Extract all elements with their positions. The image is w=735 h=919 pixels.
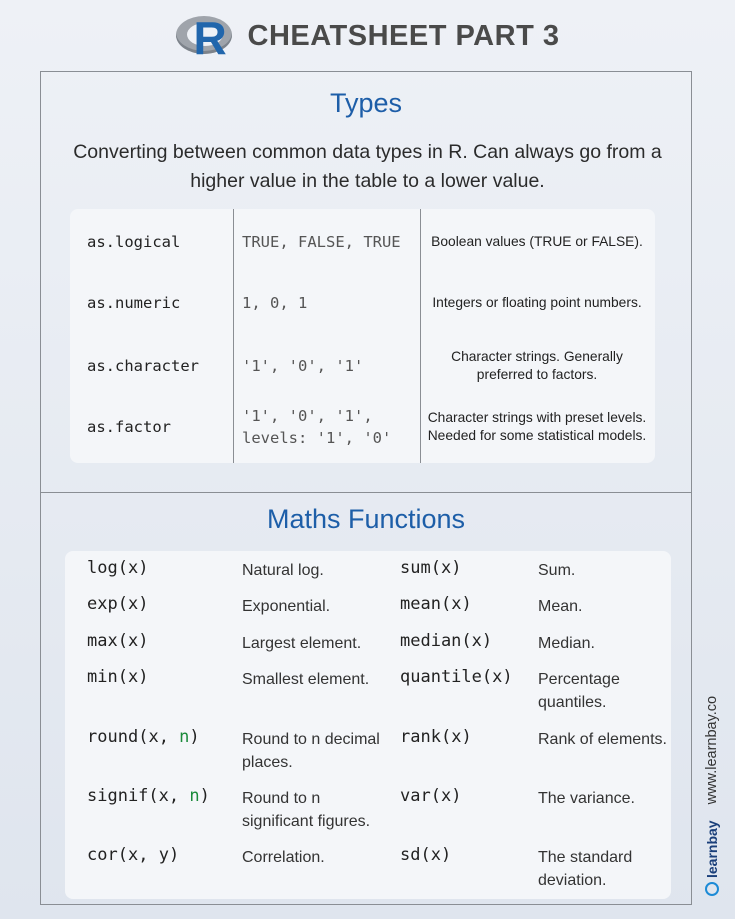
function-name: var	[400, 786, 431, 806]
function-argument: x	[127, 631, 139, 651]
function-description: Exponential.	[242, 598, 331, 615]
type-description-text: Character strings with preset levels. Needed for some statistical models.	[427, 410, 647, 443]
function-description: Round to n decimal places.	[242, 731, 380, 771]
type-example	[242, 222, 417, 262]
function-argument: x	[127, 667, 139, 687]
type-description	[424, 278, 650, 328]
function-name: sum	[400, 558, 431, 578]
math-function: exp(x)	[87, 594, 149, 614]
type-example-text: '1', '0', '1', levels: '1', '0'	[242, 407, 392, 447]
math-function: signif(x, n)	[87, 786, 210, 806]
function-argument: x	[430, 845, 441, 865]
type-function	[87, 395, 232, 459]
type-function	[87, 278, 232, 328]
brand-url: www.learnbay.co	[704, 695, 720, 805]
function-description: Smallest element.	[242, 671, 370, 688]
function-description: Rank of elements.	[538, 731, 667, 748]
type-description-text: Boolean values (TRUE or FALSE).	[431, 234, 643, 249]
function-name: cor	[87, 845, 118, 865]
type-description	[424, 341, 650, 391]
function-argument: x	[451, 594, 462, 614]
function-name: round	[87, 727, 139, 747]
type-example-text: '1', '0', '1'	[242, 357, 364, 375]
function-description: Percentage quantiles.	[538, 671, 620, 711]
type-description-text: Character strings. Generally preferred to factors.	[451, 349, 623, 382]
type-function	[87, 341, 232, 391]
function-argument: x	[127, 594, 139, 614]
math-function: mean(x)	[400, 594, 472, 614]
function-name: rank	[400, 727, 441, 747]
function-argument: x	[451, 727, 462, 747]
side-brand	[700, 676, 724, 896]
function-name: quantile	[400, 667, 482, 687]
function-argument: x	[158, 786, 169, 806]
function-argument: y	[158, 845, 169, 865]
function-description: The variance.	[538, 790, 635, 807]
type-description	[424, 222, 650, 262]
math-function: rank(x)	[400, 727, 472, 747]
header	[0, 8, 735, 64]
function-argument: x	[492, 667, 503, 687]
column-divider	[420, 209, 421, 463]
function-name: log	[87, 558, 118, 578]
function-name: mean	[400, 594, 441, 614]
type-function-text: as.numeric	[87, 294, 181, 312]
learnbay-logo-icon	[705, 882, 719, 896]
brand-name: learnbay	[704, 820, 720, 878]
math-function: median(x)	[400, 631, 493, 651]
type-example	[242, 278, 417, 328]
type-function-text: as.factor	[87, 418, 171, 436]
type-example	[242, 395, 417, 459]
function-argument: x	[148, 727, 159, 747]
math-function: quantile(x)	[400, 667, 513, 687]
function-name: median	[400, 631, 462, 651]
type-description	[424, 395, 650, 459]
math-function: sd(x)	[400, 845, 452, 865]
section-divider	[40, 492, 692, 493]
type-description-text: Integers or floating point numbers.	[432, 295, 642, 310]
math-function: sum(x)	[400, 558, 462, 578]
function-argument: x	[127, 558, 139, 578]
function-argument: x	[440, 786, 452, 806]
type-example-text: 1, 0, 1	[242, 294, 308, 312]
function-description: Natural log.	[242, 562, 324, 579]
math-function: cor(x, y)	[87, 845, 180, 865]
column-divider	[233, 209, 234, 463]
function-name: max	[87, 631, 118, 651]
types-intro: Converting between common data types in R. Can always go from a higher value in the table to a lower value.	[73, 141, 662, 192]
function-argument: x	[440, 558, 452, 578]
type-function-text: as.character	[87, 357, 199, 375]
math-function: max(x)	[87, 631, 149, 651]
type-example	[242, 341, 417, 391]
function-description: The standard deviation.	[538, 849, 633, 889]
function-argument: n	[189, 786, 200, 806]
function-argument: x	[127, 845, 139, 865]
function-name: min	[87, 667, 118, 687]
function-description: Sum.	[538, 562, 576, 579]
type-example-text: TRUE, FALSE, TRUE	[242, 233, 401, 251]
type-function-text: as.logical	[87, 233, 181, 251]
maths-title: Maths Functions	[266, 504, 466, 534]
r-logo-icon: R	[176, 12, 234, 60]
math-function: round(x, n)	[87, 727, 200, 747]
function-argument: n	[179, 727, 190, 747]
math-function: log(x)	[87, 558, 149, 578]
type-function	[87, 222, 232, 262]
function-argument: x	[471, 631, 482, 651]
function-description: Mean.	[538, 598, 583, 615]
function-description: Correlation.	[242, 849, 325, 866]
function-description: Largest element.	[242, 635, 362, 652]
math-function: min(x)	[87, 667, 149, 687]
function-name: exp	[87, 594, 118, 614]
function-description: Median.	[538, 635, 595, 652]
page-title: CHEATSHEET PART 3	[247, 19, 560, 52]
function-description: Round to n significant figures.	[242, 790, 371, 830]
function-name: sd	[400, 845, 421, 865]
function-name: signif	[87, 786, 149, 806]
math-function: var(x)	[400, 786, 462, 806]
types-title: Types	[329, 88, 403, 118]
